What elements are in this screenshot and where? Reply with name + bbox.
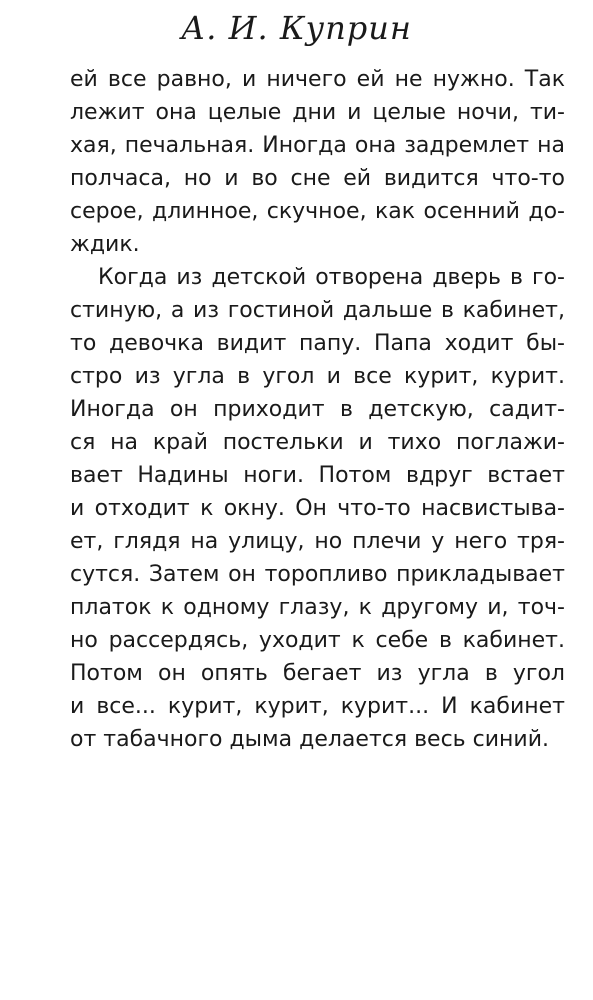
text-line: ей все равно, и ничего ей не нужно. Так (70, 67, 565, 92)
text-line: Иногда он приходит в детскую, садит- (70, 397, 565, 422)
body-text (70, 63, 565, 756)
text-line: полчаса, но и во сне ей видится что-то (70, 166, 565, 191)
text-line: Потом он опять бегает из угла в угол (70, 661, 565, 686)
paragraph-2 (70, 261, 565, 756)
text-line: ет, глядя на улицу, но плечи у него тря- (70, 529, 565, 554)
text-line: и все... курит, курит, курит... И кабинет (70, 694, 565, 719)
text-line: и отходит к окну. Он что-то насвистыва- (70, 496, 565, 521)
text-line: стро из угла в угол и все курит, курит. (70, 364, 565, 389)
text-line: платок к одному глазу, к другому и, точ- (70, 595, 565, 620)
text-line: вает Надины ноги. Потом вдруг встает (70, 463, 565, 488)
text-line: ся на край постельки и тихо поглажи- (70, 430, 565, 455)
text-line: сутся. Затем он торопливо прикладывает (70, 562, 565, 587)
text-line: Когда из детской отворена дверь в го- (98, 265, 565, 290)
paragraph-1 (70, 63, 565, 261)
text-line: ждик. (70, 232, 140, 257)
text-line: но рассердясь, уходит к себе в кабинет. (70, 628, 565, 653)
text-line: лежит она целые дни и целые ночи, ти- (70, 100, 565, 125)
running-header-author: А. И. Куприн (181, 9, 412, 47)
text-line: то девочка видит папу. Папа ходит бы- (70, 331, 565, 356)
text-line: хая, печальная. Иногда она задремлет на (70, 133, 565, 158)
text-line: стиную, а из гостиной дальше в кабинет, (70, 298, 565, 323)
text-line: серое, длинное, скучное, как осенний до- (70, 199, 565, 224)
text-line: от табачного дыма делается весь синий. (70, 727, 550, 752)
